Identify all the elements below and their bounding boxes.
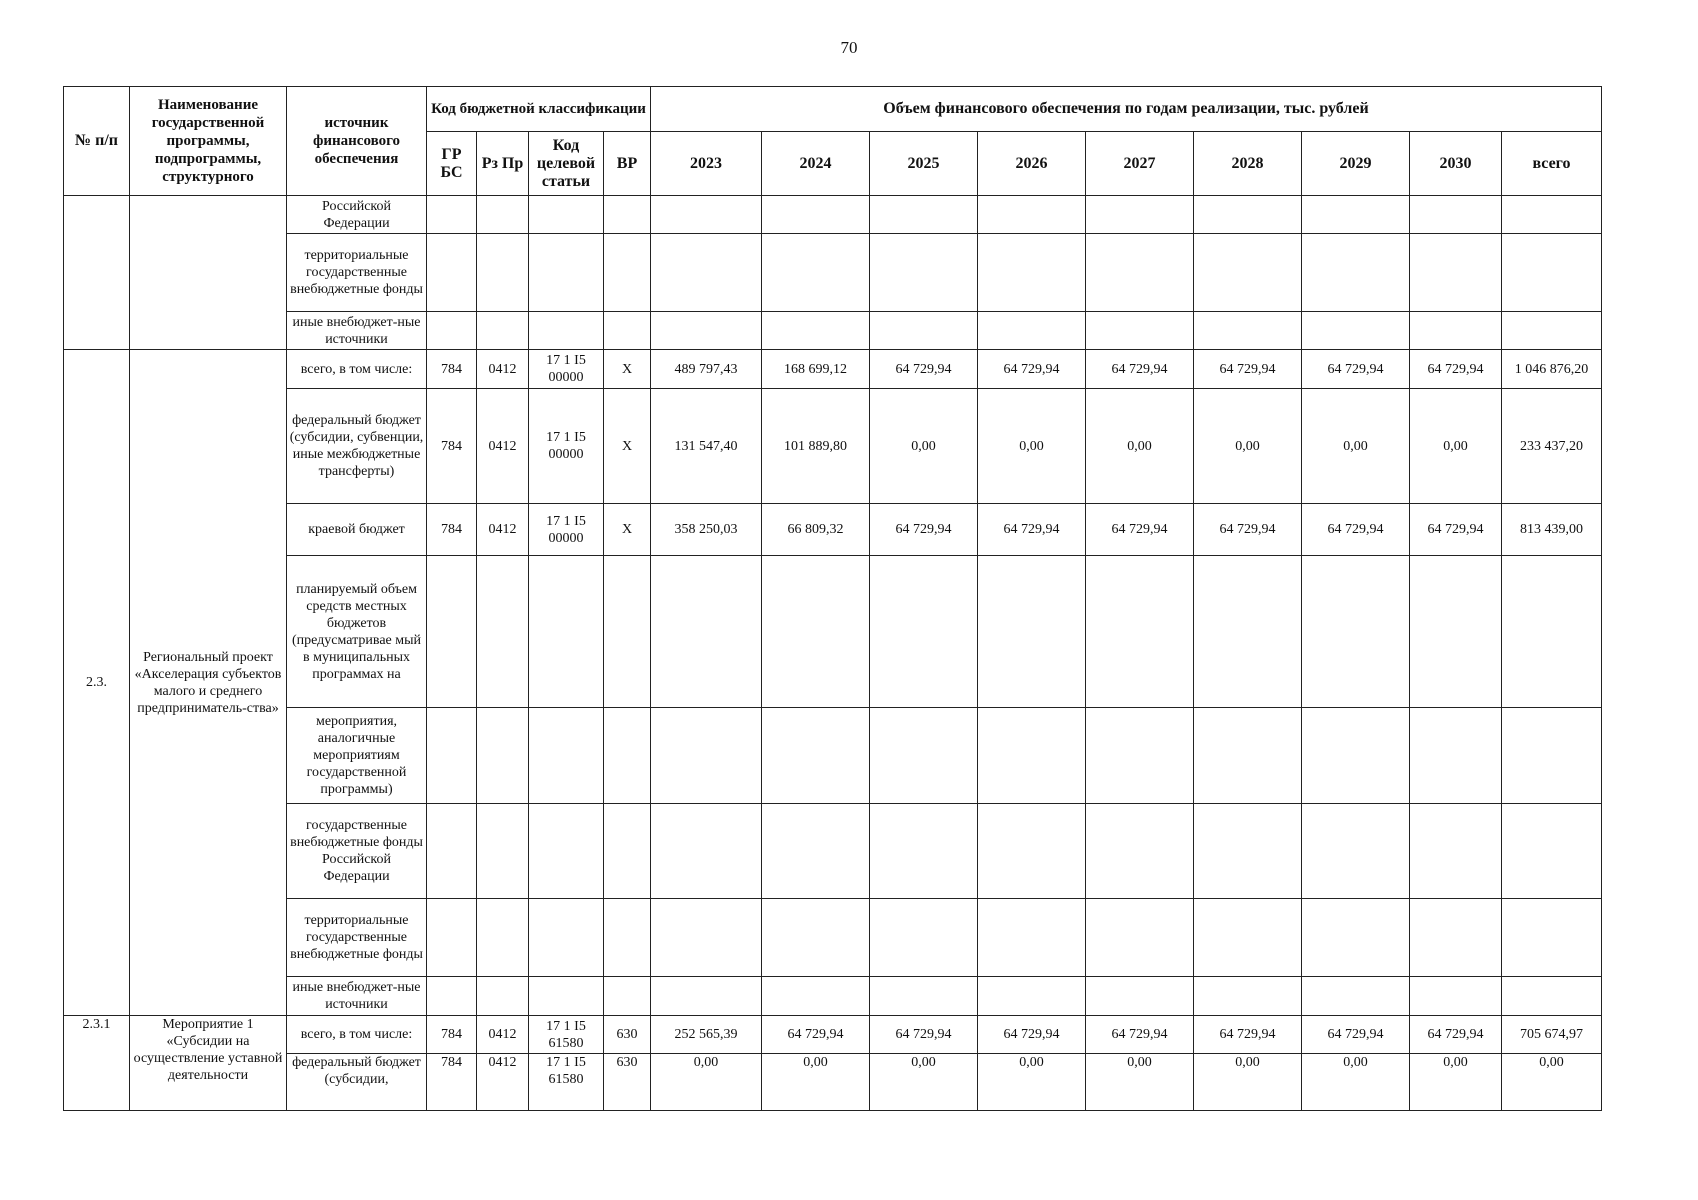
header-year: 2024 bbox=[762, 132, 870, 196]
value-cell: 64 729,94 bbox=[1194, 504, 1302, 556]
value-cell: 0,00 bbox=[762, 1054, 870, 1111]
source-cell: планируемый объем средств местных бюджетов (предусматривае мый в муниципальных программах на bbox=[287, 556, 427, 708]
value-cell: 0,00 bbox=[978, 1054, 1086, 1111]
cell-empty bbox=[1410, 977, 1502, 1016]
cell-empty bbox=[651, 899, 762, 977]
cell-empty bbox=[978, 804, 1086, 899]
table-row bbox=[64, 504, 1602, 556]
grbs-cell: 784 bbox=[427, 504, 477, 556]
budget-table bbox=[63, 86, 1602, 1111]
value-cell: 64 729,94 bbox=[1302, 504, 1410, 556]
cell-empty bbox=[978, 556, 1086, 708]
header-year: 2027 bbox=[1086, 132, 1194, 196]
cell-empty bbox=[529, 196, 604, 234]
grbs-cell: 784 bbox=[427, 1054, 477, 1111]
value-cell: 252 565,39 bbox=[651, 1016, 762, 1054]
cell-empty bbox=[870, 196, 978, 234]
value-cell: 0,00 bbox=[1302, 1054, 1410, 1111]
cell-empty bbox=[870, 899, 978, 977]
cell-empty bbox=[427, 196, 477, 234]
value-cell: 64 729,94 bbox=[1086, 350, 1194, 389]
table-row bbox=[64, 556, 1602, 708]
cell-empty bbox=[1502, 899, 1602, 977]
cell-empty bbox=[427, 977, 477, 1016]
header-volume: Объем финансового обеспечения по годам реализации, тыс. рублей bbox=[651, 87, 1602, 132]
value-cell: 64 729,94 bbox=[1086, 504, 1194, 556]
grbs-cell: 784 bbox=[427, 350, 477, 389]
cell-empty bbox=[870, 312, 978, 350]
cell-empty bbox=[1302, 804, 1410, 899]
cell-empty bbox=[762, 708, 870, 804]
value-cell: 64 729,94 bbox=[978, 350, 1086, 389]
value-cell: 0,00 bbox=[870, 389, 978, 504]
cell-empty bbox=[477, 234, 529, 312]
cell-empty bbox=[651, 556, 762, 708]
cell-empty bbox=[64, 196, 130, 350]
table-row bbox=[64, 1054, 1602, 1111]
cell-empty bbox=[529, 899, 604, 977]
rzpr-cell: 0412 bbox=[477, 504, 529, 556]
value-cell: 0,00 bbox=[1410, 1054, 1502, 1111]
cell-empty bbox=[1502, 708, 1602, 804]
value-cell: 66 809,32 bbox=[762, 504, 870, 556]
cell-empty bbox=[762, 899, 870, 977]
source-cell: территориальные государственные внебюджетные фонды bbox=[287, 899, 427, 977]
rzpr-cell: 0412 bbox=[477, 1054, 529, 1111]
cell-empty bbox=[130, 196, 287, 350]
value-cell: 64 729,94 bbox=[870, 350, 978, 389]
value-cell: 0,00 bbox=[651, 1054, 762, 1111]
cell-empty bbox=[1302, 196, 1410, 234]
cell-empty bbox=[529, 708, 604, 804]
value-cell: 0,00 bbox=[1410, 389, 1502, 504]
value-cell: 64 729,94 bbox=[1410, 350, 1502, 389]
header-rzpr: Рз Пр bbox=[477, 132, 529, 196]
cell-empty bbox=[604, 196, 651, 234]
cell-empty bbox=[870, 556, 978, 708]
source-cell: Российской Федерации bbox=[287, 196, 427, 234]
cell-empty bbox=[477, 899, 529, 977]
cell-empty bbox=[978, 708, 1086, 804]
cell-empty bbox=[1502, 977, 1602, 1016]
cell-empty bbox=[762, 312, 870, 350]
cell-empty bbox=[604, 708, 651, 804]
cell-empty bbox=[1410, 708, 1502, 804]
cell-empty bbox=[1194, 556, 1302, 708]
cell-empty bbox=[529, 234, 604, 312]
value-cell: 64 729,94 bbox=[1086, 1016, 1194, 1054]
cell-empty bbox=[1410, 234, 1502, 312]
value-cell: 358 250,03 bbox=[651, 504, 762, 556]
cell-empty bbox=[477, 804, 529, 899]
program-name: Мероприятие 1 «Субсидии на осуществление уставной деятельности bbox=[130, 1016, 287, 1111]
header-code-group: Код бюджетной классификации bbox=[427, 87, 651, 132]
cell-empty bbox=[477, 312, 529, 350]
cell-empty bbox=[762, 977, 870, 1016]
page-number: 70 bbox=[840, 38, 858, 57]
cell-empty bbox=[1302, 556, 1410, 708]
cell-empty bbox=[1502, 196, 1602, 234]
rzpr-cell: 0412 bbox=[477, 1016, 529, 1054]
value-cell: 0,00 bbox=[1302, 389, 1410, 504]
cell-empty bbox=[1086, 977, 1194, 1016]
cell-empty bbox=[427, 708, 477, 804]
cell-empty bbox=[1086, 899, 1194, 977]
cell-empty bbox=[1086, 312, 1194, 350]
source-cell: территориальные государственные внебюджетные фонды bbox=[287, 234, 427, 312]
table-row bbox=[64, 234, 1602, 312]
cell-empty bbox=[529, 804, 604, 899]
value-cell: 0,00 bbox=[1194, 389, 1302, 504]
vr-cell: 630 bbox=[604, 1054, 651, 1111]
cell-empty bbox=[1302, 977, 1410, 1016]
source-cell: федеральный бюджет (субсидии, bbox=[287, 1054, 427, 1111]
cell-empty bbox=[1086, 234, 1194, 312]
cell-empty bbox=[1194, 977, 1302, 1016]
cell-empty bbox=[604, 977, 651, 1016]
rzpr-cell: 0412 bbox=[477, 389, 529, 504]
cell-empty bbox=[1194, 708, 1302, 804]
value-cell: 0,00 bbox=[1194, 1054, 1302, 1111]
vr-cell: X bbox=[604, 350, 651, 389]
cell-empty bbox=[529, 977, 604, 1016]
header-kcs: Код целевой статьи bbox=[529, 132, 604, 196]
vr-cell: X bbox=[604, 389, 651, 504]
header-year: 2026 bbox=[978, 132, 1086, 196]
value-cell: 131 547,40 bbox=[651, 389, 762, 504]
cell-empty bbox=[1502, 312, 1602, 350]
table-row bbox=[64, 804, 1602, 899]
header-year: 2023 bbox=[651, 132, 762, 196]
cell-empty bbox=[427, 312, 477, 350]
table-row bbox=[64, 708, 1602, 804]
cell-empty bbox=[604, 804, 651, 899]
row-number: 2.3. bbox=[64, 350, 130, 1016]
cell-empty bbox=[427, 234, 477, 312]
value-cell: 64 729,94 bbox=[1410, 504, 1502, 556]
cell-empty bbox=[1410, 556, 1502, 708]
value-cell: 64 729,94 bbox=[870, 1016, 978, 1054]
cell-empty bbox=[427, 899, 477, 977]
value-cell: 64 729,94 bbox=[978, 1016, 1086, 1054]
grbs-cell: 784 bbox=[427, 389, 477, 504]
cell-empty bbox=[651, 196, 762, 234]
header-year: 2030 bbox=[1410, 132, 1502, 196]
value-cell: 64 729,94 bbox=[1410, 1016, 1502, 1054]
table-row bbox=[64, 196, 1602, 234]
cell-empty bbox=[762, 804, 870, 899]
value-cell: 0,00 bbox=[1086, 1054, 1194, 1111]
source-cell: иные внебюджет-ные источники bbox=[287, 312, 427, 350]
cell-empty bbox=[529, 312, 604, 350]
program-name: Региональный проект «Акселерация субъектов малого и среднего предприниматель-ства» bbox=[130, 350, 287, 1016]
source-cell: мероприятия, аналогичные мероприятиям государственной программы) bbox=[287, 708, 427, 804]
cell-empty bbox=[870, 708, 978, 804]
value-cell: 64 729,94 bbox=[1194, 350, 1302, 389]
cell-empty bbox=[870, 234, 978, 312]
cell-empty bbox=[427, 804, 477, 899]
cell-empty bbox=[1410, 804, 1502, 899]
cell-empty bbox=[1410, 312, 1502, 350]
cell-empty bbox=[762, 556, 870, 708]
vr-cell: 630 bbox=[604, 1016, 651, 1054]
kcs-cell: 17 1 I5 00000 bbox=[529, 504, 604, 556]
header-year: 2028 bbox=[1194, 132, 1302, 196]
header-source: источник финансового обеспечения bbox=[287, 87, 427, 196]
value-cell: 64 729,94 bbox=[762, 1016, 870, 1054]
cell-empty bbox=[762, 196, 870, 234]
cell-empty bbox=[477, 977, 529, 1016]
cell-empty bbox=[1086, 556, 1194, 708]
cell-empty bbox=[1086, 804, 1194, 899]
source-cell: федеральный бюджет (субсидии, субвенции, иные межбюджетные трансферты) bbox=[287, 389, 427, 504]
cell-empty bbox=[978, 234, 1086, 312]
source-cell: государственные внебюджетные фонды Российской Федерации bbox=[287, 804, 427, 899]
cell-empty bbox=[529, 556, 604, 708]
total-cell: 705 674,97 bbox=[1502, 1016, 1602, 1054]
value-cell: 101 889,80 bbox=[762, 389, 870, 504]
cell-empty bbox=[1302, 234, 1410, 312]
kcs-cell: 17 1 I5 00000 bbox=[529, 350, 604, 389]
cell-empty bbox=[1194, 196, 1302, 234]
cell-empty bbox=[762, 234, 870, 312]
cell-empty bbox=[651, 312, 762, 350]
header-total: всего bbox=[1502, 132, 1602, 196]
cell-empty bbox=[651, 804, 762, 899]
value-cell: 0,00 bbox=[870, 1054, 978, 1111]
cell-empty bbox=[1086, 196, 1194, 234]
header-year: 2029 bbox=[1302, 132, 1410, 196]
source-cell: иные внебюджет-ные источники bbox=[287, 977, 427, 1016]
cell-empty bbox=[651, 234, 762, 312]
total-cell: 813 439,00 bbox=[1502, 504, 1602, 556]
cell-empty bbox=[1194, 312, 1302, 350]
cell-empty bbox=[1410, 196, 1502, 234]
cell-empty bbox=[477, 556, 529, 708]
value-cell: 64 729,94 bbox=[870, 504, 978, 556]
cell-empty bbox=[477, 196, 529, 234]
table-row bbox=[64, 350, 1602, 389]
grbs-cell: 784 bbox=[427, 1016, 477, 1054]
cell-empty bbox=[1502, 556, 1602, 708]
cell-empty bbox=[604, 234, 651, 312]
cell-empty bbox=[1194, 899, 1302, 977]
source-cell: краевой бюджет bbox=[287, 504, 427, 556]
cell-empty bbox=[978, 977, 1086, 1016]
header-year: 2025 bbox=[870, 132, 978, 196]
cell-empty bbox=[978, 196, 1086, 234]
total-cell: 233 437,20 bbox=[1502, 389, 1602, 504]
cell-empty bbox=[870, 977, 978, 1016]
cell-empty bbox=[1302, 312, 1410, 350]
header-num: № п/п bbox=[64, 87, 130, 196]
cell-empty bbox=[870, 804, 978, 899]
vr-cell: X bbox=[604, 504, 651, 556]
header-grbs: ГР БС bbox=[427, 132, 477, 196]
cell-empty bbox=[1410, 899, 1502, 977]
table-row bbox=[64, 389, 1602, 504]
cell-empty bbox=[604, 899, 651, 977]
value-cell: 64 729,94 bbox=[1302, 1016, 1410, 1054]
cell-empty bbox=[1302, 708, 1410, 804]
source-cell: всего, в том числе: bbox=[287, 1016, 427, 1054]
cell-empty bbox=[651, 977, 762, 1016]
kcs-cell: 17 1 I5 00000 bbox=[529, 389, 604, 504]
cell-empty bbox=[651, 708, 762, 804]
cell-empty bbox=[1194, 234, 1302, 312]
source-cell: всего, в том числе: bbox=[287, 350, 427, 389]
value-cell: 64 729,94 bbox=[1194, 1016, 1302, 1054]
cell-empty bbox=[427, 556, 477, 708]
cell-empty bbox=[477, 708, 529, 804]
cell-empty bbox=[978, 312, 1086, 350]
total-cell: 0,00 bbox=[1502, 1054, 1602, 1111]
cell-empty bbox=[1502, 804, 1602, 899]
value-cell: 0,00 bbox=[978, 389, 1086, 504]
cell-empty bbox=[1502, 234, 1602, 312]
header-program-name: Наименование государственной программы, подпрограммы, структурного bbox=[130, 87, 287, 196]
rzpr-cell: 0412 bbox=[477, 350, 529, 389]
table-row bbox=[64, 1016, 1602, 1054]
cell-empty bbox=[1194, 804, 1302, 899]
table-row bbox=[64, 312, 1602, 350]
value-cell: 0,00 bbox=[1086, 389, 1194, 504]
cell-empty bbox=[604, 312, 651, 350]
kcs-cell: 17 1 I5 61580 bbox=[529, 1054, 604, 1111]
value-cell: 168 699,12 bbox=[762, 350, 870, 389]
value-cell: 64 729,94 bbox=[978, 504, 1086, 556]
cell-empty bbox=[604, 556, 651, 708]
value-cell: 489 797,43 bbox=[651, 350, 762, 389]
table-row bbox=[64, 899, 1602, 977]
kcs-cell: 17 1 I5 61580 bbox=[529, 1016, 604, 1054]
total-cell: 1 046 876,20 bbox=[1502, 350, 1602, 389]
table-row bbox=[64, 977, 1602, 1016]
header-vr: ВР bbox=[604, 132, 651, 196]
cell-empty bbox=[1302, 899, 1410, 977]
cell-empty bbox=[978, 899, 1086, 977]
cell-empty bbox=[1086, 708, 1194, 804]
row-number: 2.3.1 bbox=[64, 1016, 130, 1111]
value-cell: 64 729,94 bbox=[1302, 350, 1410, 389]
